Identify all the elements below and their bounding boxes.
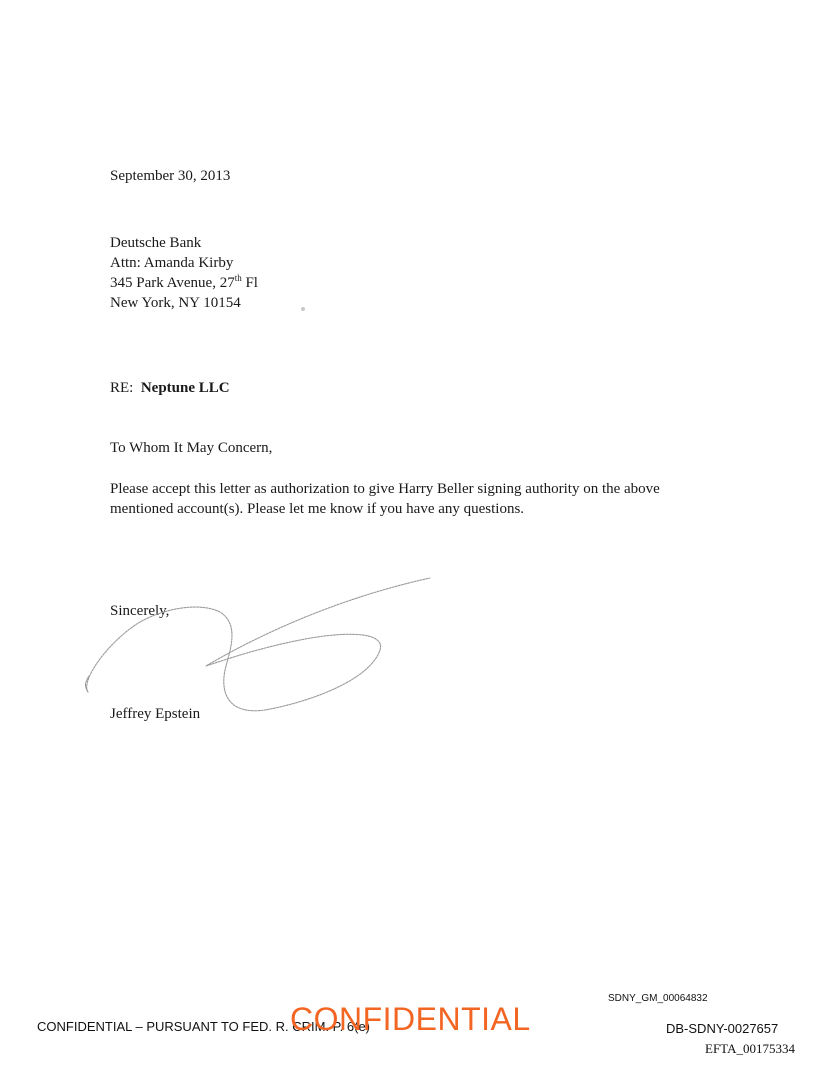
confidentiality-notice: CONFIDENTIAL – PURSUANT TO FED. R. CRIM. P. 6(e): [37, 1019, 371, 1034]
confidential-stamp: CONFIDENTIAL: [290, 1001, 531, 1037]
street-prefix: 345 Park Avenue, 27: [110, 275, 235, 291]
body-paragraph: [110, 479, 710, 519]
recipient-name: Deutsche Bank: [110, 235, 202, 251]
handwritten-signature: [70, 570, 440, 720]
body-line-1: Please accept this letter as authorization to give Harry Beller signing authority on the above: [110, 481, 660, 497]
body-line-2: mentioned account(s). Please let me know if you have any questions.: [110, 501, 525, 517]
street-suffix: Fl: [241, 275, 258, 291]
bates-number-middle: DB-SDNY-0027657: [666, 1021, 779, 1036]
salutation: To Whom It May Concern,: [110, 440, 273, 456]
re-line: [110, 378, 230, 398]
closing: Sincerely,: [110, 603, 170, 619]
recipient-city: New York, NY 10154: [110, 295, 241, 311]
letter-date: September 30, 2013: [110, 168, 231, 184]
bates-number-bottom: EFTA_00175334: [705, 1041, 795, 1056]
re-label: RE:: [110, 380, 134, 396]
recipient-street: [110, 273, 258, 293]
signer-name: Jeffrey Epstein: [110, 706, 201, 722]
re-subject: Neptune LLC: [140, 380, 230, 396]
recipient-attn: Attn: Amanda Kirby: [110, 255, 234, 271]
scan-speck: [301, 307, 305, 311]
recipient-address: [110, 233, 258, 313]
bates-number-top: SDNY_GM_00064832: [608, 993, 708, 1004]
street-ordinal: th: [234, 273, 242, 283]
